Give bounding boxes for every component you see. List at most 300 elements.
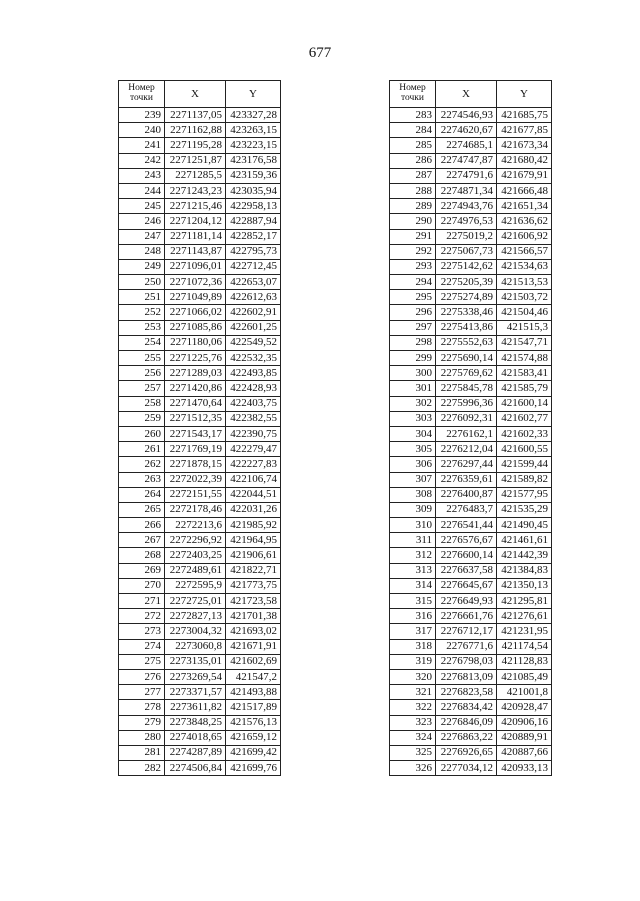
table-row (390, 229, 552, 244)
x-coordinate-cell: 2271072,36 (165, 275, 226, 290)
x-coordinate-cell: 2274747,87 (436, 153, 497, 168)
x-coordinate-cell: 2276926,65 (436, 745, 497, 760)
y-coordinate-cell: 422390,75 (226, 426, 281, 441)
x-coordinate-cell: 2272296,92 (165, 533, 226, 548)
point-number-cell: 293 (390, 259, 436, 274)
x-coordinate-cell: 2276297,44 (436, 457, 497, 472)
x-coordinate-cell: 2273269,54 (165, 669, 226, 684)
table-row (390, 502, 552, 517)
table-row (390, 351, 552, 366)
table-row (390, 745, 552, 760)
y-coordinate-cell: 421606,92 (497, 229, 552, 244)
table-row (119, 609, 281, 624)
y-coordinate-cell: 421504,46 (497, 305, 552, 320)
y-coordinate-cell: 421493,88 (226, 685, 281, 700)
point-number-cell: 269 (119, 563, 165, 578)
y-coordinate-cell: 421566,57 (497, 244, 552, 259)
y-coordinate-cell: 422887,94 (226, 214, 281, 229)
coordinates-table-right (389, 80, 552, 776)
point-number-cell: 295 (390, 290, 436, 305)
table-row (390, 153, 552, 168)
x-coordinate-cell: 2271162,88 (165, 123, 226, 138)
x-coordinate-cell: 2274943,76 (436, 199, 497, 214)
y-coordinate-cell: 422712,45 (226, 259, 281, 274)
table-row (390, 685, 552, 700)
table-row (119, 442, 281, 457)
x-coordinate-cell: 2274546,93 (436, 108, 497, 123)
point-number-cell: 302 (390, 396, 436, 411)
point-number-cell: 283 (390, 108, 436, 123)
point-number-cell: 296 (390, 305, 436, 320)
table-header-row (119, 81, 281, 108)
table-row (390, 214, 552, 229)
x-coordinate-cell: 2273060,8 (165, 639, 226, 654)
table-row (390, 700, 552, 715)
point-number-cell: 287 (390, 168, 436, 183)
y-coordinate-cell: 421600,55 (497, 442, 552, 457)
y-coordinate-cell: 421384,83 (497, 563, 552, 578)
table-row (390, 715, 552, 730)
y-coordinate-cell: 421693,02 (226, 624, 281, 639)
table-row (390, 305, 552, 320)
table-row (119, 168, 281, 183)
table-row (119, 487, 281, 502)
point-number-cell: 277 (119, 685, 165, 700)
point-number-cell: 323 (390, 715, 436, 730)
page-number: 677 (308, 45, 332, 61)
table-row (390, 426, 552, 441)
table-row (390, 639, 552, 654)
x-coordinate-cell: 2271143,87 (165, 244, 226, 259)
y-coordinate-cell: 421576,13 (226, 715, 281, 730)
point-number-cell: 285 (390, 138, 436, 153)
x-coordinate-cell: 2271085,86 (165, 320, 226, 335)
y-coordinate-cell: 421964,95 (226, 533, 281, 548)
table-row (119, 669, 281, 684)
y-coordinate-cell: 421517,89 (226, 700, 281, 715)
y-coordinate-cell: 421773,75 (226, 578, 281, 593)
x-coordinate-cell: 2276400,87 (436, 487, 497, 502)
y-coordinate-cell: 421577,95 (497, 487, 552, 502)
y-coordinate-cell: 420928,47 (497, 700, 552, 715)
x-coordinate-cell: 2271180,06 (165, 335, 226, 350)
point-number-cell: 324 (390, 730, 436, 745)
table-row (390, 108, 552, 123)
point-number-cell: 312 (390, 548, 436, 563)
x-coordinate-cell: 2276834,42 (436, 700, 497, 715)
y-coordinate-cell: 421602,33 (497, 426, 552, 441)
table-row (390, 578, 552, 593)
x-coordinate-cell: 2272213,6 (165, 518, 226, 533)
y-coordinate-cell: 421985,92 (226, 518, 281, 533)
table-row (119, 472, 281, 487)
table-row (119, 138, 281, 153)
y-coordinate-cell: 422279,47 (226, 442, 281, 457)
header-point-number: Номер точки (390, 81, 436, 108)
x-coordinate-cell: 2275413,86 (436, 320, 497, 335)
x-coordinate-cell: 2274871,34 (436, 183, 497, 198)
point-number-cell: 303 (390, 411, 436, 426)
y-coordinate-cell: 423263,15 (226, 123, 281, 138)
table-row (390, 411, 552, 426)
table-row (390, 669, 552, 684)
table-row (390, 259, 552, 274)
table-row (119, 123, 281, 138)
table-row (119, 715, 281, 730)
x-coordinate-cell: 2276798,03 (436, 654, 497, 669)
table-row (119, 351, 281, 366)
point-number-cell: 304 (390, 426, 436, 441)
y-coordinate-cell: 421636,62 (497, 214, 552, 229)
y-coordinate-cell: 421534,63 (497, 259, 552, 274)
y-coordinate-cell: 421685,75 (497, 108, 552, 123)
point-number-cell: 307 (390, 472, 436, 487)
table-row (390, 335, 552, 350)
y-coordinate-cell: 423159,36 (226, 168, 281, 183)
y-coordinate-cell: 421231,95 (497, 624, 552, 639)
x-coordinate-cell: 2272178,46 (165, 502, 226, 517)
x-coordinate-cell: 2276637,58 (436, 563, 497, 578)
table-row (119, 518, 281, 533)
point-number-cell: 325 (390, 745, 436, 760)
table-row (119, 730, 281, 745)
table-row (390, 548, 552, 563)
x-coordinate-cell: 2272403,25 (165, 548, 226, 563)
table-row (119, 320, 281, 335)
table-row (119, 229, 281, 244)
table-row (119, 502, 281, 517)
point-number-cell: 254 (119, 335, 165, 350)
y-coordinate-cell: 421174,54 (497, 639, 552, 654)
x-coordinate-cell: 2274791,6 (436, 168, 497, 183)
table-row (119, 153, 281, 168)
x-coordinate-cell: 2275690,14 (436, 351, 497, 366)
y-coordinate-cell: 421602,77 (497, 411, 552, 426)
y-coordinate-cell: 421671,91 (226, 639, 281, 654)
point-number-cell: 273 (119, 624, 165, 639)
table-row (390, 472, 552, 487)
table-row (119, 396, 281, 411)
x-coordinate-cell: 2273135,01 (165, 654, 226, 669)
y-coordinate-cell: 420887,66 (497, 745, 552, 760)
point-number-cell: 258 (119, 396, 165, 411)
y-coordinate-cell: 422532,35 (226, 351, 281, 366)
table-row (390, 533, 552, 548)
table-row (119, 275, 281, 290)
point-number-cell: 248 (119, 244, 165, 259)
coordinates-table-left (118, 80, 281, 776)
y-coordinate-cell: 422795,73 (226, 244, 281, 259)
point-number-cell: 282 (119, 761, 165, 776)
point-number-cell: 299 (390, 351, 436, 366)
x-coordinate-cell: 2275769,62 (436, 366, 497, 381)
table-row (119, 199, 281, 214)
y-coordinate-cell: 423176,58 (226, 153, 281, 168)
point-number-cell: 308 (390, 487, 436, 502)
y-coordinate-cell: 423223,15 (226, 138, 281, 153)
table-row (390, 609, 552, 624)
x-coordinate-cell: 2275274,89 (436, 290, 497, 305)
point-number-cell: 290 (390, 214, 436, 229)
point-number-cell: 244 (119, 183, 165, 198)
y-coordinate-cell: 422601,25 (226, 320, 281, 335)
y-coordinate-cell: 423035,94 (226, 183, 281, 198)
x-coordinate-cell: 2272827,13 (165, 609, 226, 624)
y-coordinate-cell: 422428,93 (226, 381, 281, 396)
x-coordinate-cell: 2271243,23 (165, 183, 226, 198)
point-number-cell: 252 (119, 305, 165, 320)
y-coordinate-cell: 420889,91 (497, 730, 552, 745)
x-coordinate-cell: 2275142,62 (436, 259, 497, 274)
y-coordinate-cell: 421515,3 (497, 320, 552, 335)
header-x: X (436, 81, 497, 108)
table-row (390, 199, 552, 214)
x-coordinate-cell: 2276541,44 (436, 518, 497, 533)
x-coordinate-cell: 2271195,28 (165, 138, 226, 153)
table-row (119, 563, 281, 578)
y-coordinate-cell: 422653,07 (226, 275, 281, 290)
point-number-cell: 241 (119, 138, 165, 153)
table-row (390, 457, 552, 472)
y-coordinate-cell: 421822,71 (226, 563, 281, 578)
y-coordinate-cell: 422044,51 (226, 487, 281, 502)
table-row (390, 761, 552, 776)
x-coordinate-cell: 2276846,09 (436, 715, 497, 730)
x-coordinate-cell: 2271181,14 (165, 229, 226, 244)
x-coordinate-cell: 2272022,39 (165, 472, 226, 487)
x-coordinate-cell: 2273004,32 (165, 624, 226, 639)
point-number-cell: 284 (390, 123, 436, 138)
table-row (390, 168, 552, 183)
x-coordinate-cell: 2271769,19 (165, 442, 226, 457)
x-coordinate-cell: 2274506,84 (165, 761, 226, 776)
y-coordinate-cell: 421589,82 (497, 472, 552, 487)
point-number-cell: 268 (119, 548, 165, 563)
x-coordinate-cell: 2272489,61 (165, 563, 226, 578)
x-coordinate-cell: 2276359,61 (436, 472, 497, 487)
table-row (119, 305, 281, 320)
x-coordinate-cell: 2272151,55 (165, 487, 226, 502)
table-row (119, 214, 281, 229)
y-coordinate-cell: 421723,58 (226, 594, 281, 609)
x-coordinate-cell: 2271420,86 (165, 381, 226, 396)
point-number-cell: 278 (119, 700, 165, 715)
point-number-cell: 319 (390, 654, 436, 669)
x-coordinate-cell: 2272725,01 (165, 594, 226, 609)
y-coordinate-cell: 421680,42 (497, 153, 552, 168)
y-coordinate-cell: 423327,28 (226, 108, 281, 123)
point-number-cell: 281 (119, 745, 165, 760)
x-coordinate-cell: 2276712,17 (436, 624, 497, 639)
table-row (390, 624, 552, 639)
y-coordinate-cell: 422403,75 (226, 396, 281, 411)
header-y: Y (497, 81, 552, 108)
x-coordinate-cell: 2276649,93 (436, 594, 497, 609)
y-coordinate-cell: 421677,85 (497, 123, 552, 138)
point-number-cell: 255 (119, 351, 165, 366)
table-header-row (390, 81, 552, 108)
point-number-cell: 317 (390, 624, 436, 639)
point-number-cell: 264 (119, 487, 165, 502)
table-row (119, 290, 281, 305)
table-row (390, 123, 552, 138)
x-coordinate-cell: 2276092,31 (436, 411, 497, 426)
point-number-cell: 292 (390, 244, 436, 259)
table-row (119, 533, 281, 548)
table-row (119, 578, 281, 593)
x-coordinate-cell: 2274287,89 (165, 745, 226, 760)
table-row (119, 381, 281, 396)
point-number-cell: 257 (119, 381, 165, 396)
x-coordinate-cell: 2271512,35 (165, 411, 226, 426)
point-number-cell: 249 (119, 259, 165, 274)
table-row (390, 518, 552, 533)
y-coordinate-cell: 421547,2 (226, 669, 281, 684)
point-number-cell: 297 (390, 320, 436, 335)
y-coordinate-cell: 422493,85 (226, 366, 281, 381)
y-coordinate-cell: 421583,41 (497, 366, 552, 381)
y-coordinate-cell: 421085,49 (497, 669, 552, 684)
y-coordinate-cell: 421350,13 (497, 578, 552, 593)
point-number-cell: 266 (119, 518, 165, 533)
y-coordinate-cell: 421442,39 (497, 548, 552, 563)
y-coordinate-cell: 421659,12 (226, 730, 281, 745)
point-number-cell: 286 (390, 153, 436, 168)
y-coordinate-cell: 422612,63 (226, 290, 281, 305)
point-number-cell: 250 (119, 275, 165, 290)
point-number-cell: 310 (390, 518, 436, 533)
table-row (390, 138, 552, 153)
x-coordinate-cell: 2276645,67 (436, 578, 497, 593)
point-number-cell: 253 (119, 320, 165, 335)
point-number-cell: 259 (119, 411, 165, 426)
point-number-cell: 320 (390, 669, 436, 684)
y-coordinate-cell: 421679,91 (497, 168, 552, 183)
table-row (119, 761, 281, 776)
y-coordinate-cell: 421547,71 (497, 335, 552, 350)
table-row (119, 654, 281, 669)
x-coordinate-cell: 2271066,02 (165, 305, 226, 320)
point-number-cell: 251 (119, 290, 165, 305)
x-coordinate-cell: 2271543,17 (165, 426, 226, 441)
y-coordinate-cell: 421001,8 (497, 685, 552, 700)
point-number-cell: 289 (390, 199, 436, 214)
point-number-cell: 321 (390, 685, 436, 700)
table-row (119, 745, 281, 760)
table-row (390, 244, 552, 259)
point-number-cell: 265 (119, 502, 165, 517)
table-row (119, 108, 281, 123)
x-coordinate-cell: 2274620,67 (436, 123, 497, 138)
y-coordinate-cell: 421666,48 (497, 183, 552, 198)
x-coordinate-cell: 2274018,65 (165, 730, 226, 745)
point-number-cell: 247 (119, 229, 165, 244)
x-coordinate-cell: 2276813,09 (436, 669, 497, 684)
point-number-cell: 288 (390, 183, 436, 198)
point-number-cell: 280 (119, 730, 165, 745)
y-coordinate-cell: 421699,76 (226, 761, 281, 776)
x-coordinate-cell: 2271137,05 (165, 108, 226, 123)
point-number-cell: 276 (119, 669, 165, 684)
x-coordinate-cell: 2273371,57 (165, 685, 226, 700)
point-number-cell: 242 (119, 153, 165, 168)
table-row (119, 624, 281, 639)
y-coordinate-cell: 422031,26 (226, 502, 281, 517)
point-number-cell: 260 (119, 426, 165, 441)
table-row (390, 366, 552, 381)
y-coordinate-cell: 422852,17 (226, 229, 281, 244)
point-number-cell: 245 (119, 199, 165, 214)
y-coordinate-cell: 421585,79 (497, 381, 552, 396)
point-number-cell: 246 (119, 214, 165, 229)
y-coordinate-cell: 421513,53 (497, 275, 552, 290)
table-row (119, 411, 281, 426)
x-coordinate-cell: 2271251,87 (165, 153, 226, 168)
table-row (119, 366, 281, 381)
point-number-cell: 294 (390, 275, 436, 290)
table-row (119, 426, 281, 441)
point-number-cell: 313 (390, 563, 436, 578)
point-number-cell: 240 (119, 123, 165, 138)
table-row (390, 654, 552, 669)
point-number-cell: 263 (119, 472, 165, 487)
x-coordinate-cell: 2275552,63 (436, 335, 497, 350)
x-coordinate-cell: 2276863,22 (436, 730, 497, 745)
y-coordinate-cell: 421599,44 (497, 457, 552, 472)
x-coordinate-cell: 2273848,25 (165, 715, 226, 730)
table-row (119, 685, 281, 700)
table-row (390, 594, 552, 609)
x-coordinate-cell: 2274976,53 (436, 214, 497, 229)
x-coordinate-cell: 2271470,64 (165, 396, 226, 411)
x-coordinate-cell: 2276162,1 (436, 426, 497, 441)
y-coordinate-cell: 421503,72 (497, 290, 552, 305)
x-coordinate-cell: 2275019,2 (436, 229, 497, 244)
y-coordinate-cell: 422106,74 (226, 472, 281, 487)
table-row (390, 730, 552, 745)
point-number-cell: 300 (390, 366, 436, 381)
x-coordinate-cell: 2271215,46 (165, 199, 226, 214)
y-coordinate-cell: 422549,52 (226, 335, 281, 350)
table-row (119, 244, 281, 259)
point-number-cell: 239 (119, 108, 165, 123)
point-number-cell: 291 (390, 229, 436, 244)
table-row (390, 487, 552, 502)
x-coordinate-cell: 2275205,39 (436, 275, 497, 290)
point-number-cell: 316 (390, 609, 436, 624)
header-point-number: Номер точки (119, 81, 165, 108)
x-coordinate-cell: 2276600,14 (436, 548, 497, 563)
point-number-cell: 274 (119, 639, 165, 654)
x-coordinate-cell: 2275845,78 (436, 381, 497, 396)
x-coordinate-cell: 2271204,12 (165, 214, 226, 229)
point-number-cell: 298 (390, 335, 436, 350)
point-number-cell: 326 (390, 761, 436, 776)
x-coordinate-cell: 2275067,73 (436, 244, 497, 259)
x-coordinate-cell: 2271285,5 (165, 168, 226, 183)
table-row (390, 275, 552, 290)
x-coordinate-cell: 2271049,89 (165, 290, 226, 305)
point-number-cell: 271 (119, 594, 165, 609)
x-coordinate-cell: 2275996,36 (436, 396, 497, 411)
y-coordinate-cell: 421461,61 (497, 533, 552, 548)
y-coordinate-cell: 421490,45 (497, 518, 552, 533)
header-y: Y (226, 81, 281, 108)
y-coordinate-cell: 421128,83 (497, 654, 552, 669)
y-coordinate-cell: 421295,81 (497, 594, 552, 609)
point-number-cell: 272 (119, 609, 165, 624)
x-coordinate-cell: 2275338,46 (436, 305, 497, 320)
